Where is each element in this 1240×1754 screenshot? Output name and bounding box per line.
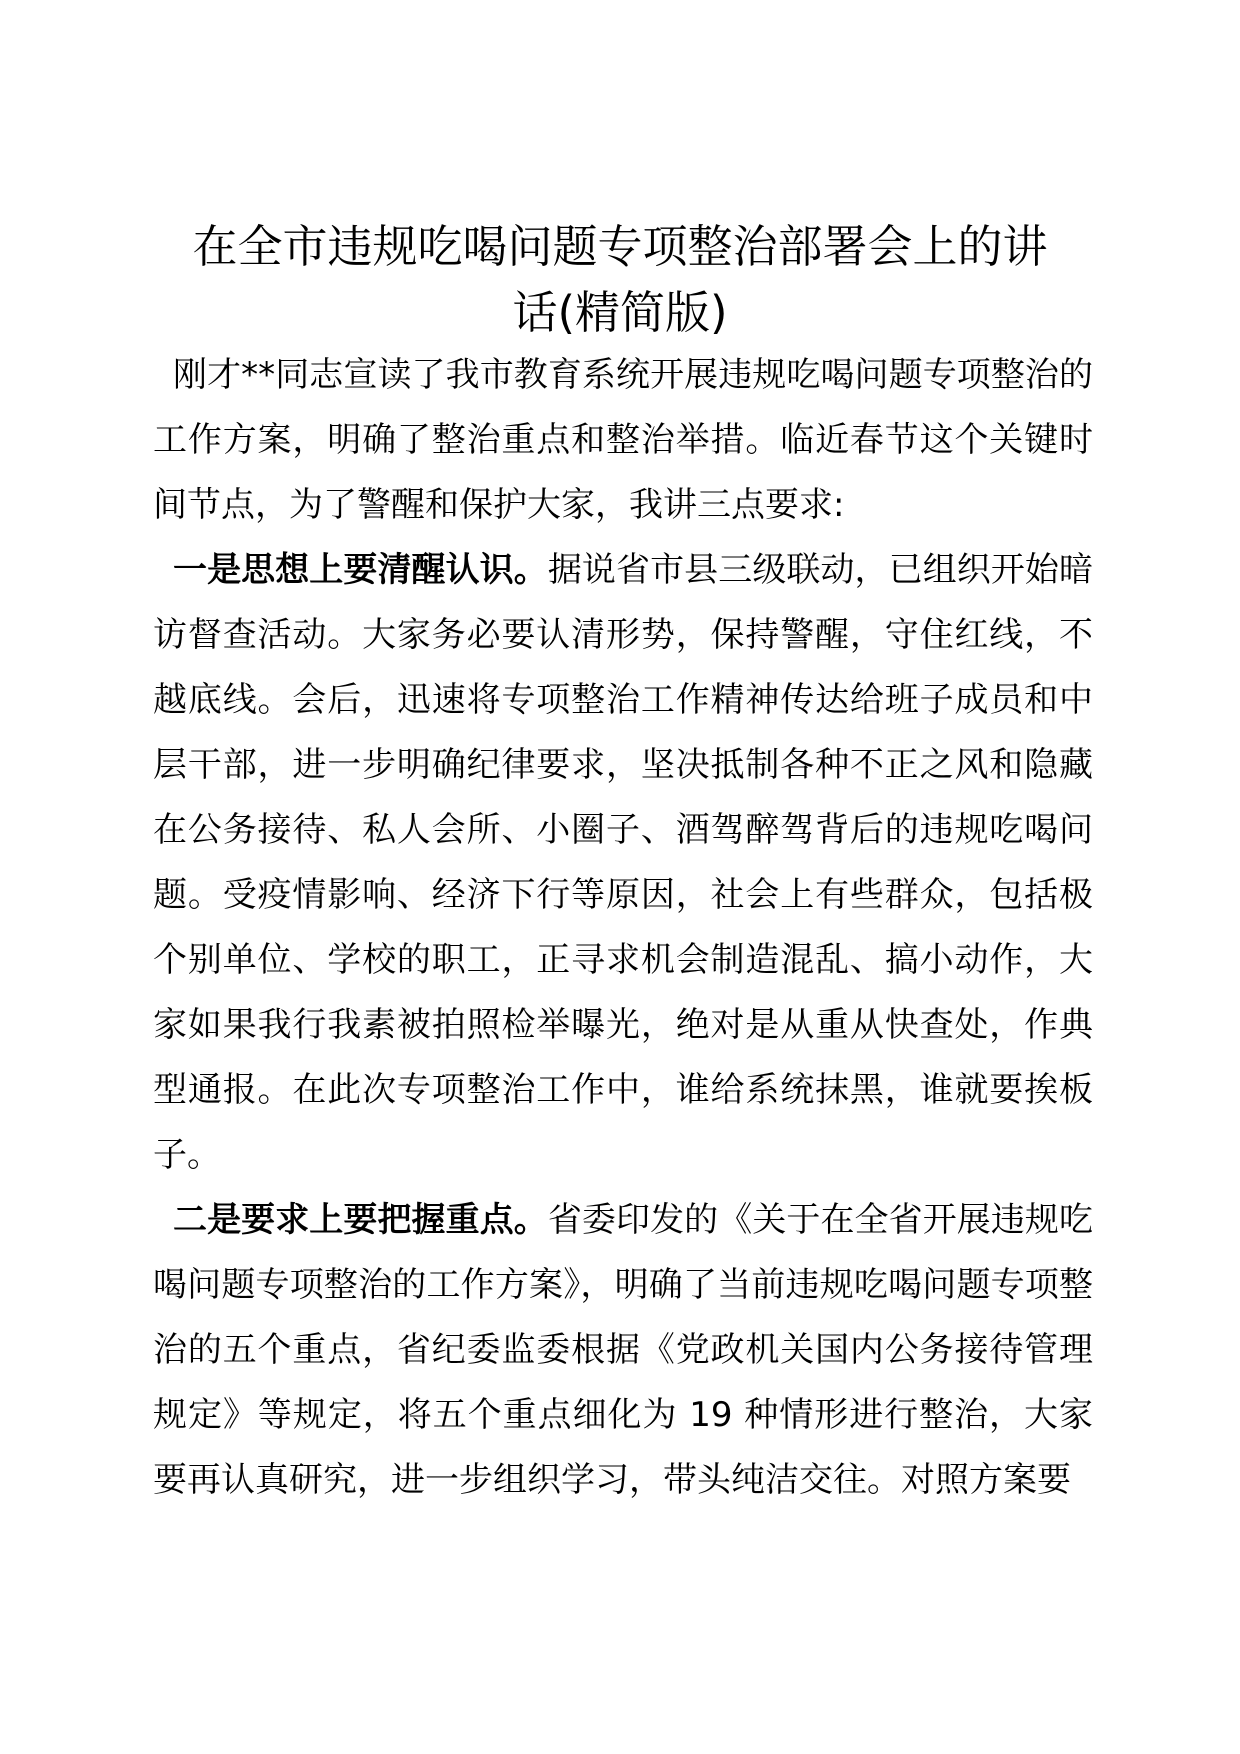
document-body — [153, 343, 1093, 1513]
paragraph-text: 据说省市县三级联动，已组织开始暗访督查活动。大家务必要认清形势，保持警醒，守住红线，不越底线。会后，迅速将专项整治工作精神传达给班子成员和中层干部，进一步明确纪律要求，坚决抵制各种不正之风和隐藏在公务接待、私人会所、小圈子、酒驾醉驾背后的违规吃喝问题。受疫情影响、经济下行等原因，社会上有些群众，包括极个别单位、学校的职工，正寻求机会制造混乱、搞小动作，大家如果我行我素被拍照检举曝光，绝对是从重从快查处，作典型通报。在此次专项整治工作中，谁给系统抹黑，谁就要挨板子。 — [153, 550, 1094, 1175]
paragraph-text: 刚才**同志宣读了我市教育系统开展违规吃喝问题专项整治的工作方案，明确了整治重点和整治举措。临近春节这个关键时间节点，为了警醒和保护大家，我讲三点要求: — [153, 355, 1093, 525]
document-title — [150, 214, 1090, 346]
title-line-1: 在全市违规吃喝问题专项整治部署会上的讲 — [192, 220, 1048, 273]
paragraph-intro — [153, 343, 1093, 538]
paragraph-lead: 一是思想上要清醒认识。 — [173, 550, 548, 590]
paragraph-text: 省委印发的《关于在全省开展违规吃喝问题专项整治的工作方案》，明确了当前违规吃喝问题专项整治的五个重点，省纪委监委根据《党政机关国内公务接待管理规定》等规定，将五个重点细化为 19 种情形进行整治，大家要再认真研究，进一步组织学习，带头纯洁交往。对照方案要 — [153, 1200, 1094, 1500]
title-line-2: 话(精简版) — [512, 286, 728, 339]
paragraph-point-two — [153, 1188, 1093, 1513]
paragraph-lead: 二是要求上要把握重点。 — [173, 1200, 548, 1240]
paragraph-point-one — [153, 538, 1093, 1188]
